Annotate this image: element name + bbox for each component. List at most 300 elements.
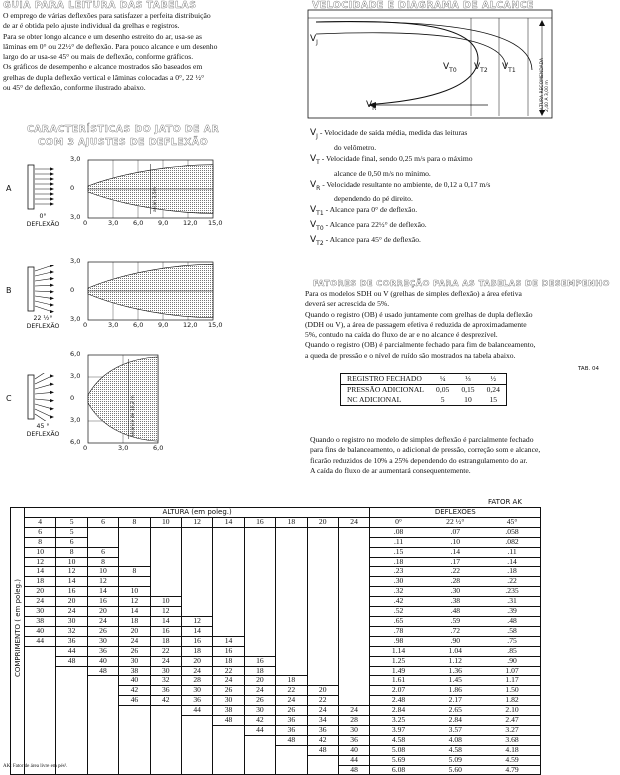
chart-letter: B xyxy=(6,286,12,295)
y-tick-label: 0 xyxy=(70,394,75,402)
dimension-cell xyxy=(244,527,275,537)
dimension-cell xyxy=(119,745,150,755)
dimension-cell: 44 xyxy=(25,636,56,646)
dimension-cell xyxy=(244,735,275,745)
guide-line: de ar é obtida pelo ajuste individual da grelhas e registros. xyxy=(3,21,180,31)
dimension-cell: 24 xyxy=(150,656,181,666)
ak-factor-cell: 2.84 xyxy=(370,706,427,716)
dimension-cell xyxy=(87,527,118,537)
ak-factor-cell: 5.60 xyxy=(427,765,484,775)
correction-line: Quando o registro (OB) é usado juntamente com grelhas de dupla deflexão xyxy=(305,309,533,319)
correction-line: a queda de pressão e o nível de ruído são mostrados na tabela abaixo. xyxy=(305,350,516,360)
dimension-cell xyxy=(25,716,56,726)
tab04-cell: 0,05 xyxy=(436,385,450,394)
dimension-cell: 36 xyxy=(276,716,307,726)
x-tick-label: 9,0 xyxy=(158,321,169,329)
dimension-cell: 24 xyxy=(56,607,87,617)
dimension-cell xyxy=(150,587,181,597)
dimension-cell: 14 xyxy=(56,577,87,587)
dimension-cell xyxy=(276,646,307,656)
dimension-cell: 28 xyxy=(338,716,369,726)
dimension-cell xyxy=(25,696,56,706)
definition-symbol: $V_{T0}$ xyxy=(310,220,324,232)
ak-factor-cell: 1.07 xyxy=(484,666,541,676)
dimension-cell xyxy=(150,716,181,726)
footnote: AK: Fator de área livre em pés². xyxy=(3,764,68,769)
x-tick-label: 6,0 xyxy=(153,444,164,452)
deflection-label: 0° DEFLEXÃO xyxy=(26,213,60,228)
dimension-cell xyxy=(181,527,212,537)
dimension-cell xyxy=(56,725,87,735)
dimension-cell xyxy=(307,676,338,686)
dimension-cell xyxy=(150,706,181,716)
dimension-cell xyxy=(150,745,181,755)
dimension-cell: 44 xyxy=(338,755,369,765)
dimension-cell xyxy=(244,557,275,567)
dimension-cell: 24 xyxy=(244,686,275,696)
dimension-table xyxy=(10,507,541,775)
dimension-cell: 22 xyxy=(150,646,181,656)
dimension-cell: 30 xyxy=(181,686,212,696)
dimension-cell xyxy=(307,527,338,537)
dimension-cell xyxy=(244,547,275,557)
tab04-cell: NC ADICIONAL xyxy=(347,395,402,404)
table-row xyxy=(11,725,541,735)
dimension-cell: 26 xyxy=(119,646,150,656)
x-tick-label: 9,0 xyxy=(158,219,169,227)
dimension-cell xyxy=(25,676,56,686)
ak-factor-cell: 5.09 xyxy=(427,755,484,765)
ak-factor-cell: 4.79 xyxy=(484,765,541,775)
ak-factor-cell: 1.04 xyxy=(427,646,484,656)
chart-annotation: alcance de 10,2 m xyxy=(130,395,136,437)
dimension-cell: 12 xyxy=(150,607,181,617)
tab04-cell: PRESSÃO ADICIONAL xyxy=(347,385,425,394)
dimension-cell xyxy=(307,646,338,656)
dimension-cell: 18 xyxy=(150,636,181,646)
dimension-cell xyxy=(307,626,338,636)
dimension-cell: 38 xyxy=(213,706,244,716)
ak-factor-cell: .90 xyxy=(427,636,484,646)
altura-col-header: 18 xyxy=(276,517,307,527)
dimension-cell: 14 xyxy=(25,567,56,577)
dimension-cell xyxy=(338,666,369,676)
dimension-cell xyxy=(119,706,150,716)
altura-col-header: 12 xyxy=(181,517,212,527)
dimension-cell xyxy=(56,666,87,676)
ak-factor-cell: 1.45 xyxy=(427,676,484,686)
dimension-cell xyxy=(87,745,118,755)
dimension-cell: 12 xyxy=(56,567,87,577)
dimension-cell xyxy=(244,607,275,617)
ak-factor-cell: .85 xyxy=(484,646,541,656)
dimension-cell xyxy=(213,725,244,735)
dimension-cell xyxy=(150,527,181,537)
definition-item xyxy=(310,204,610,219)
altura-col-header: 20 xyxy=(307,517,338,527)
dimension-cell: 6 xyxy=(25,527,56,537)
dimension-cell: 24 xyxy=(25,597,56,607)
ak-factor-cell: 4.18 xyxy=(484,745,541,755)
dimension-cell xyxy=(119,547,150,557)
dimension-cell: 46 xyxy=(119,696,150,706)
correction-line: Quando o registro (OB) é parcialmente fechado para fim de balanceamento, xyxy=(305,340,536,350)
dimension-cell xyxy=(244,636,275,646)
dimension-cell: 20 xyxy=(181,656,212,666)
altura-header: ALTURA (em poleg.) xyxy=(25,508,370,518)
table-row xyxy=(11,706,541,716)
ak-factor-cell: 4.59 xyxy=(484,755,541,765)
correction-line: Para os modelos SDH ou V (grelhas de simples deflexão) a área efetiva xyxy=(305,289,522,298)
definition-text: - Velocidade resultante no ambiente, de 0,12 a 0,17 m/s xyxy=(322,179,491,189)
ak-factor-cell: .082 xyxy=(484,537,541,547)
ak-factor-cell: 4.08 xyxy=(427,735,484,745)
table-row xyxy=(11,587,541,597)
dimension-cell xyxy=(338,656,369,666)
dimension-cell xyxy=(181,537,212,547)
correction-line: (DDH ou V), a área de passagem efetiva é reduzida de aproximadamente xyxy=(305,319,527,329)
dimension-cell xyxy=(244,646,275,656)
dimension-cell xyxy=(181,567,212,577)
chart-annotation: alcan 3,5m xyxy=(152,186,158,212)
dimension-cell: 8 xyxy=(87,557,118,567)
dimension-cell xyxy=(338,686,369,696)
table-row xyxy=(11,735,541,745)
table-row xyxy=(11,696,541,706)
dimension-cell: 18 xyxy=(213,656,244,666)
ak-factor-cell: 1.14 xyxy=(370,646,427,656)
table-row xyxy=(11,636,541,646)
dimension-cell xyxy=(276,527,307,537)
x-tick-label: 0 xyxy=(83,444,88,452)
dimension-cell xyxy=(276,577,307,587)
dimension-cell xyxy=(307,537,338,547)
y-tick-label: 3,0 xyxy=(70,416,81,424)
dimension-cell xyxy=(25,656,56,666)
definition-item xyxy=(310,219,610,234)
ak-factor-cell: .58 xyxy=(484,626,541,636)
definition-cont: dependendo do pé direito. xyxy=(334,194,413,204)
definitions xyxy=(310,127,610,249)
dimension-cell xyxy=(213,755,244,765)
dimension-cell: 30 xyxy=(338,725,369,735)
dimension-cell: 26 xyxy=(244,696,275,706)
ak-factor-cell: .31 xyxy=(484,597,541,607)
dimension-cell xyxy=(276,626,307,636)
definition-text: - Velocidade de saída média, medida das leituras xyxy=(319,128,468,137)
guide-line: ou 45° de deflexão, conforme ilustrado abaixo. xyxy=(3,83,146,93)
ak-factor-cell: .42 xyxy=(370,597,427,607)
y-tick-label: 3,0 xyxy=(70,372,81,380)
dimension-cell xyxy=(338,616,369,626)
x-tick-label: 12,0 xyxy=(183,321,198,329)
dimension-cell: 48 xyxy=(338,765,369,775)
dimension-cell xyxy=(87,696,118,706)
dimension-cell xyxy=(181,587,212,597)
dimension-cell xyxy=(56,706,87,716)
diagram-title: VELOCIDADE E DIAGRAMA DE ALCANCE xyxy=(312,0,534,11)
y-tick-label: 3,0 xyxy=(70,315,81,323)
ak-factor-cell: .32 xyxy=(370,587,427,597)
definition-text: - Alcance para 22½° de deflexão. xyxy=(325,220,427,230)
dimension-cell xyxy=(119,537,150,547)
note-line: A caída do fluxo de ar aumentará consequentemente. xyxy=(310,465,471,475)
dimension-cell: 38 xyxy=(119,666,150,676)
dimension-cell: 26 xyxy=(213,686,244,696)
dimension-cell xyxy=(150,735,181,745)
dimension-cell: 30 xyxy=(244,706,275,716)
dimension-cell xyxy=(150,567,181,577)
dimension-cell xyxy=(276,547,307,557)
dimension-cell: 10 xyxy=(25,547,56,557)
ak-factor-cell: 1.82 xyxy=(484,696,541,706)
dimension-cell: 10 xyxy=(87,567,118,577)
dimension-cell xyxy=(307,597,338,607)
dimension-cell xyxy=(87,716,118,726)
note-line: para fins de balanceamento, o adicional de pressão, correção som e alcance, xyxy=(310,445,541,455)
dimension-cell: 22 xyxy=(213,666,244,676)
dimension-cell xyxy=(25,745,56,755)
dimension-cell: 44 xyxy=(181,706,212,716)
dimension-cell: 10 xyxy=(119,587,150,597)
ak-factor-cell: 6.08 xyxy=(370,765,427,775)
ak-factor-cell: .235 xyxy=(484,587,541,597)
altura-col-header: 5 xyxy=(56,517,87,527)
ak-factor-cell: 1.25 xyxy=(370,656,427,666)
dimension-cell xyxy=(181,716,212,726)
dimension-cell: 16 xyxy=(56,587,87,597)
dimension-cell xyxy=(150,765,181,775)
dimension-cell: 36 xyxy=(87,646,118,656)
tab04-cell: 0,24 xyxy=(486,385,500,394)
dimension-cell: 18 xyxy=(25,577,56,587)
dimension-cell xyxy=(56,696,87,706)
jet-chart xyxy=(66,353,176,455)
table-row xyxy=(11,527,541,537)
dimension-cell xyxy=(87,537,118,547)
tab04-cell: REGISTRO FECHADO xyxy=(341,374,431,385)
tab04-cell: ⅓ xyxy=(455,374,480,385)
dimension-cell xyxy=(276,587,307,597)
dimension-cell: 30 xyxy=(87,636,118,646)
dimension-cell xyxy=(244,597,275,607)
definition-symbol: $V_{T2}$ xyxy=(310,234,324,247)
x-tick-label: 3,0 xyxy=(118,444,129,452)
dimension-cell xyxy=(338,696,369,706)
dimension-cell: 18 xyxy=(119,616,150,626)
ak-factor-cell: 2.48 xyxy=(370,696,427,706)
dimension-cell xyxy=(213,745,244,755)
dimension-cell: 28 xyxy=(181,676,212,686)
ak-factor-cell: 3.97 xyxy=(370,725,427,735)
dimension-cell xyxy=(338,547,369,557)
dimension-cell xyxy=(307,567,338,577)
ak-factor-cell: .59 xyxy=(427,616,484,626)
x-tick-label: 3,0 xyxy=(108,219,119,227)
dimension-cell: 24 xyxy=(213,676,244,686)
dimension-cell: 10 xyxy=(56,557,87,567)
dimension-cell xyxy=(338,557,369,567)
vj-label: $V_J$ xyxy=(310,34,318,46)
definition-symbol: $V_R$ xyxy=(310,179,321,192)
dimension-cell xyxy=(307,557,338,567)
ak-factor-cell: .15 xyxy=(370,547,427,557)
dimension-cell xyxy=(338,636,369,646)
dimension-cell xyxy=(150,537,181,547)
altura-col-header: 4 xyxy=(25,517,56,527)
definition-text: - Velocidade final, sendo 0,25 m/s para o máximo xyxy=(321,153,473,163)
dimension-cell xyxy=(338,527,369,537)
dimension-cell xyxy=(181,755,212,765)
grille-deflection-icon xyxy=(20,163,70,211)
correction-title: FATORES DE CORREÇÃO PARA AS TABELAS DE DESEMPENHO xyxy=(313,278,610,288)
dimension-cell xyxy=(181,607,212,617)
x-tick-label: 0 xyxy=(83,321,88,329)
note-text xyxy=(310,435,616,476)
definition-symbol: $V_T$ xyxy=(310,153,320,166)
dimension-cell xyxy=(213,547,244,557)
dimension-cell xyxy=(307,577,338,587)
chart-letter: C xyxy=(6,394,12,403)
guide-line: Para se obter longo alcance e um desenho estreito do ar, usa-se as xyxy=(3,31,202,41)
dimension-cell xyxy=(244,567,275,577)
table-row xyxy=(11,686,541,696)
dimension-cell: 22 xyxy=(276,686,307,696)
dimension-cell xyxy=(276,765,307,775)
dimension-cell: 16 xyxy=(244,656,275,666)
y-tick-label: 3,0 xyxy=(70,155,81,163)
dimension-cell: 14 xyxy=(119,607,150,617)
dimension-cell: 32 xyxy=(56,626,87,636)
ak-factor-cell: 2.84 xyxy=(427,716,484,726)
dimension-cell xyxy=(25,686,56,696)
dimension-cell: 30 xyxy=(119,656,150,666)
dimension-cell xyxy=(307,765,338,775)
definition-item xyxy=(310,179,610,194)
ak-table xyxy=(10,507,541,775)
dimension-cell: 24 xyxy=(87,616,118,626)
definition-item xyxy=(310,234,610,249)
dimension-cell: 36 xyxy=(150,686,181,696)
deflexao-col-header: 45° xyxy=(484,517,541,527)
table-row xyxy=(11,626,541,636)
dimension-cell: 40 xyxy=(87,656,118,666)
dimension-cell xyxy=(244,577,275,587)
ak-factor-cell: 1.61 xyxy=(370,676,427,686)
ak-factor-cell: .10 xyxy=(427,537,484,547)
dimension-cell: 14 xyxy=(213,636,244,646)
dimension-cell xyxy=(181,735,212,745)
guide-title: GUIA PARA LEITURA DAS TABELAS xyxy=(3,0,197,11)
table-row xyxy=(11,716,541,726)
ak-factor-cell: 2.47 xyxy=(484,716,541,726)
dimension-cell xyxy=(307,755,338,765)
tab04-cell: 5 xyxy=(440,395,445,404)
dimension-cell: 30 xyxy=(25,607,56,617)
dimension-cell: 30 xyxy=(150,666,181,676)
dimension-cell xyxy=(25,706,56,716)
x-tick-label: 12,0 xyxy=(183,219,198,227)
table-row xyxy=(11,597,541,607)
dimension-cell: 8 xyxy=(119,567,150,577)
ak-factor-cell: .28 xyxy=(427,577,484,587)
altura-col-header: 14 xyxy=(213,517,244,527)
table-row xyxy=(11,676,541,686)
dimension-cell: 14 xyxy=(87,587,118,597)
altura-col-header: 8 xyxy=(119,517,150,527)
dimension-cell: 10 xyxy=(150,597,181,607)
dimension-cell xyxy=(25,646,56,656)
dimension-cell xyxy=(181,725,212,735)
dimension-cell: 20 xyxy=(244,676,275,686)
ak-factor-cell: 3.68 xyxy=(484,735,541,745)
y-tick-label: 6,0 xyxy=(70,438,81,446)
ak-factor-cell: 5.69 xyxy=(370,755,427,765)
dimension-cell xyxy=(119,765,150,775)
x-tick-label: 0 xyxy=(83,219,88,227)
dimension-cell: 8 xyxy=(25,537,56,547)
ak-factor-cell: .48 xyxy=(427,607,484,617)
ak-factor-cell: .30 xyxy=(370,577,427,587)
dimension-cell xyxy=(338,597,369,607)
ak-factor-cell: 1.36 xyxy=(427,666,484,676)
altura-col-header: 24 xyxy=(338,517,369,527)
definition-cont: do velômetro. xyxy=(334,142,377,152)
dimension-cell xyxy=(119,755,150,765)
y-tick-label: 3,0 xyxy=(70,257,81,265)
vt0-label: $V_{T0}$ xyxy=(443,62,457,74)
dimension-cell xyxy=(276,567,307,577)
dimension-cell xyxy=(150,725,181,735)
ak-factor-cell: 3.25 xyxy=(370,716,427,726)
table-row xyxy=(11,755,541,765)
dimension-cell xyxy=(338,577,369,587)
dimension-cell xyxy=(276,607,307,617)
x-tick-label: 6,0 xyxy=(133,321,144,329)
dimension-cell xyxy=(87,765,118,775)
ak-factor-cell: 1.50 xyxy=(484,686,541,696)
ak-factor-cell: .18 xyxy=(484,567,541,577)
jet-title-2: COM 3 AJUSTES DE DEFLEXÃO xyxy=(37,137,209,148)
dimension-cell xyxy=(213,616,244,626)
dimension-cell xyxy=(87,725,118,735)
dimension-cell xyxy=(276,636,307,646)
dimension-cell xyxy=(181,577,212,587)
dimension-cell xyxy=(307,656,338,666)
ak-factor-cell: 2.10 xyxy=(484,706,541,716)
dimension-cell: 12 xyxy=(25,557,56,567)
range-diagram xyxy=(306,8,556,120)
tab04-row xyxy=(341,395,507,406)
jet-title-1: CARACTERÍSTICAS DO JATO DE AR xyxy=(26,124,220,135)
tab-label: TAB. 04 xyxy=(578,366,599,372)
dimension-cell xyxy=(213,527,244,537)
tab04-cell: ¼ xyxy=(430,374,455,385)
table-row xyxy=(11,666,541,676)
comprimento-header: COMPRIMENTO ( em poleg.) xyxy=(14,579,22,678)
dimension-cell xyxy=(150,577,181,587)
ak-factor-cell: .14 xyxy=(427,547,484,557)
ak-factor-cell: 1.49 xyxy=(370,666,427,676)
x-tick-label: 6,0 xyxy=(133,219,144,227)
dimension-cell: 30 xyxy=(56,616,87,626)
dimension-cell xyxy=(338,626,369,636)
dimension-cell: 16 xyxy=(213,646,244,656)
dimension-cell: 20 xyxy=(56,597,87,607)
ak-factor-cell: .65 xyxy=(370,616,427,626)
dimension-cell xyxy=(213,735,244,745)
dimension-cell xyxy=(276,616,307,626)
